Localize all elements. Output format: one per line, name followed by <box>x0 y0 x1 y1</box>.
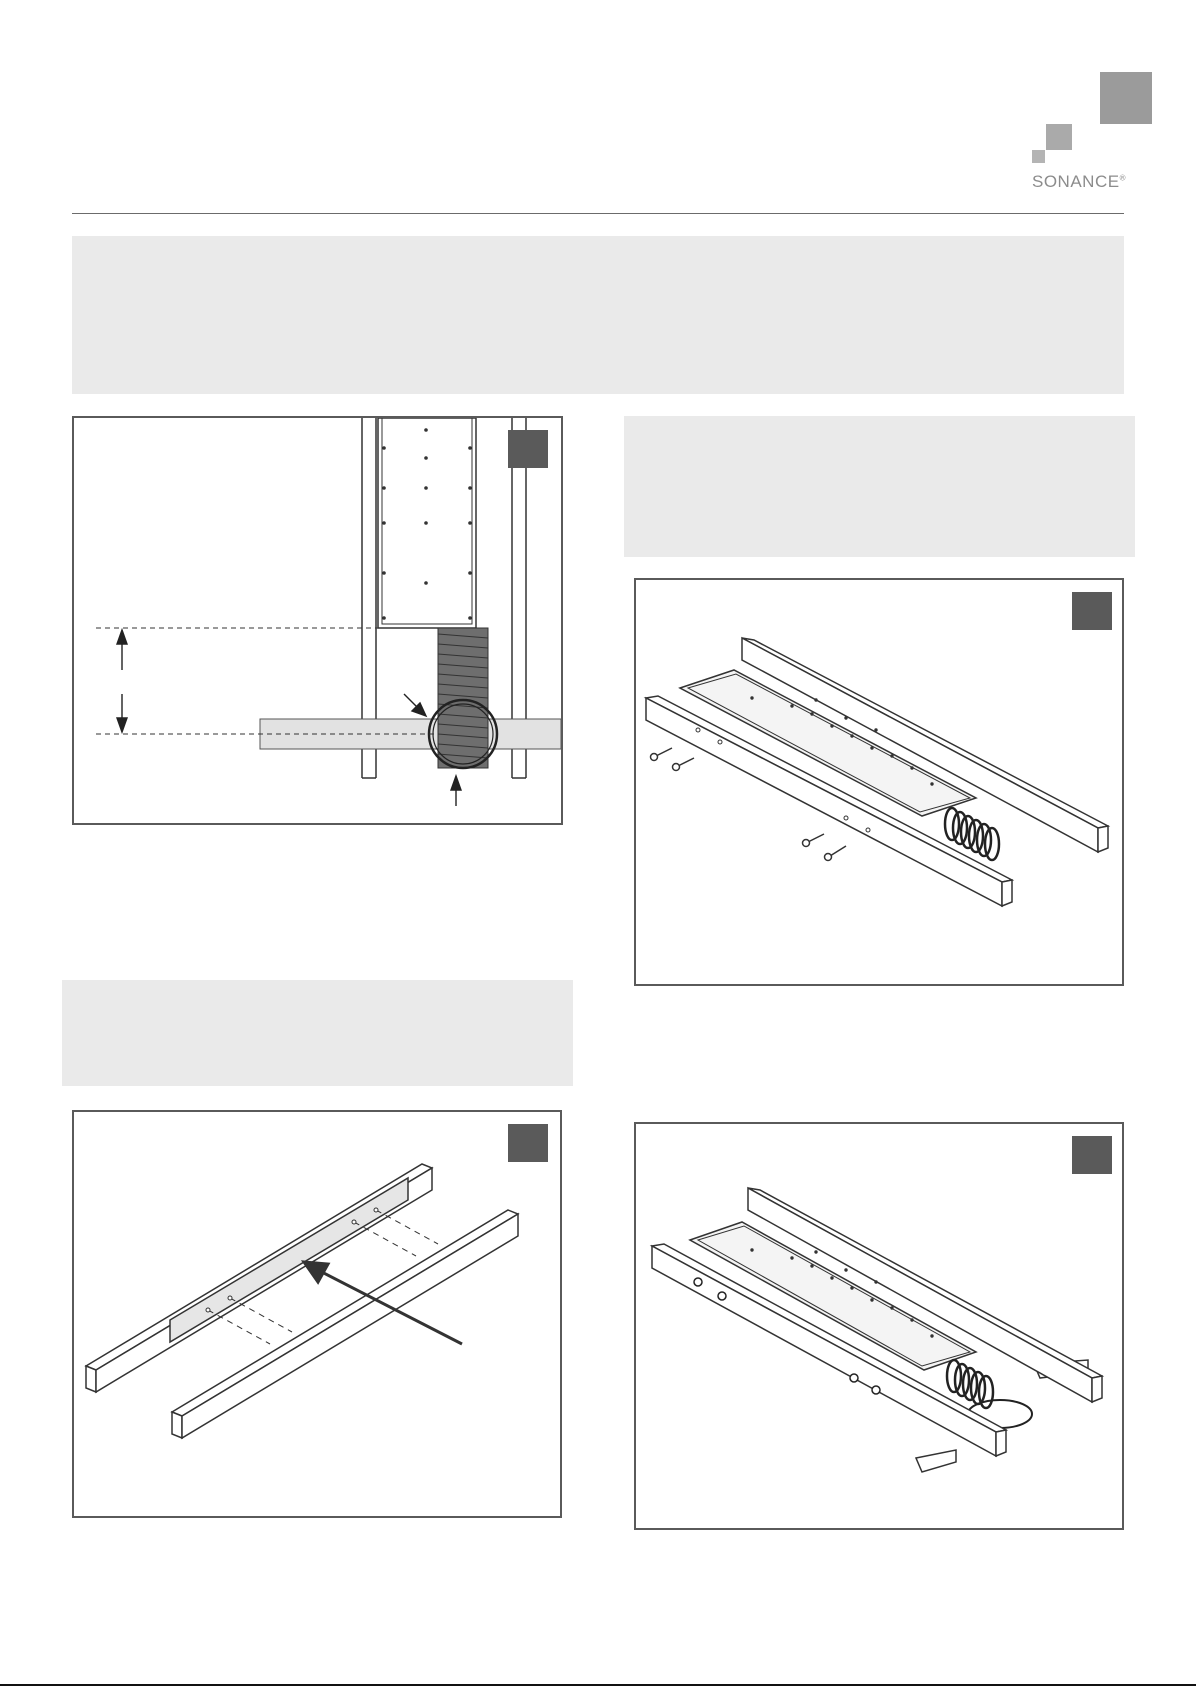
instruction-panel-right <box>624 416 1135 557</box>
sonance-logo-text <box>1032 172 1126 192</box>
instruction-panel-top <box>72 236 1124 394</box>
figure-top-right <box>634 578 1124 986</box>
figure-bottom-right <box>634 1122 1124 1530</box>
figure-badge <box>508 430 548 468</box>
brand-name: SONANCE <box>1032 172 1120 191</box>
figure-top-left <box>72 416 563 825</box>
sonance-logo <box>1020 60 1160 200</box>
sonance-logo-mark-icon <box>1020 60 1160 172</box>
figure-badge <box>508 1124 548 1162</box>
instruction-panel-left <box>62 980 573 1086</box>
flex-duct-measurement-diagram <box>74 418 561 823</box>
enclosure-installed-diagram <box>636 1124 1122 1528</box>
figure-bottom-left <box>72 1110 562 1518</box>
figure-badge <box>1072 1136 1112 1174</box>
joist-blocking-diagram <box>74 1112 560 1516</box>
enclosure-screw-mount-diagram <box>636 580 1122 984</box>
registered-mark: ® <box>1119 173 1126 183</box>
figure-badge <box>1072 592 1112 630</box>
header-divider <box>72 213 1124 214</box>
